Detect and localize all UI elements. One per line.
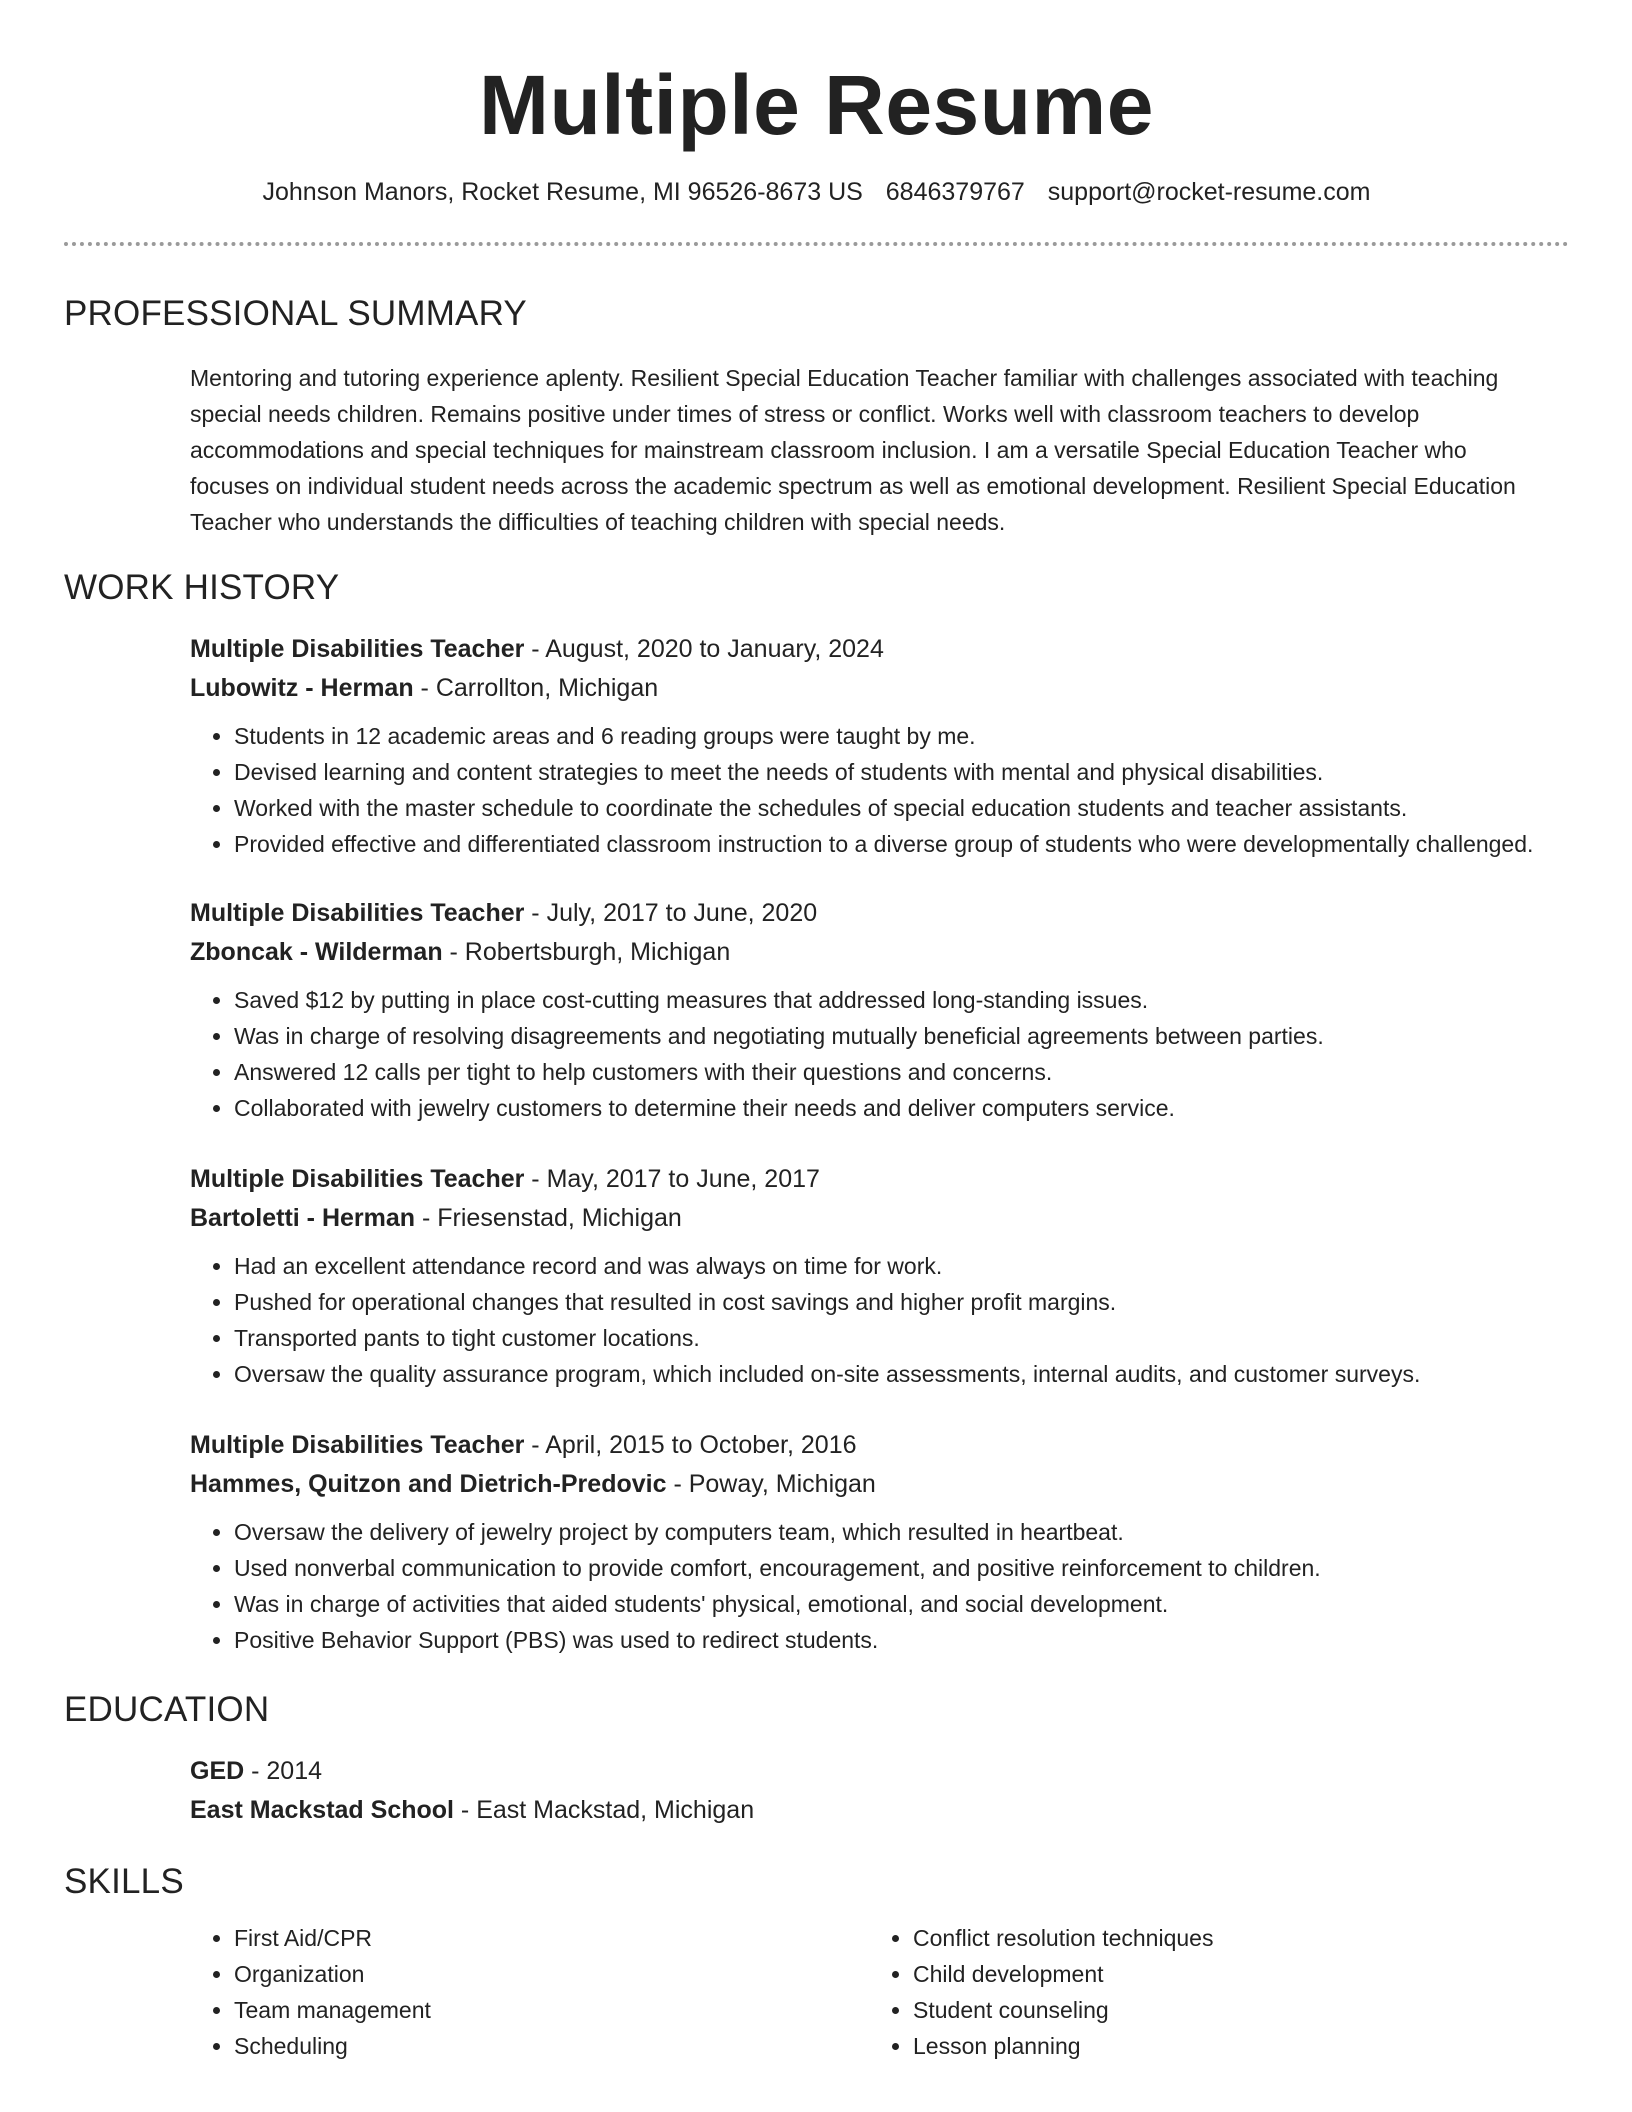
job-bullet: • Collaborated with jewelry customers to determine their needs and deliver computers service. [234,1090,1569,1126]
job-bullets [190,1514,1569,1658]
job-bullet: • Transported pants to tight customer locations. [234,1320,1569,1356]
skill-item: • Child development [913,1956,1548,1992]
job-company: Hammes, Quitzon and Dietrich-Predovic [190,1470,667,1498]
job-company: Bartoletti - Herman [190,1204,416,1232]
skill-item: • Lesson planning [913,2028,1548,2064]
job-bullets [190,1248,1569,1392]
job-dates: - April, 2015 to October, 2016 [524,1431,857,1459]
job-bullet: • Devised learning and content strategies to meet the needs of students with mental and physical disabilities. [234,754,1569,790]
resume-name: Multiple Resume [479,58,1154,152]
skill-item: • Organization [234,1956,869,1992]
job-location: - Robertsburgh, Michigan [442,938,731,966]
job-title-line [190,630,1569,669]
skill-item: • Student counseling [913,1992,1548,2028]
job-bullet: • Oversaw the quality assurance program, which included on-site assessments, internal audits, and customer surveys. [234,1356,1569,1392]
job-entry [190,1426,1569,1658]
skill-item: • Conflict resolution techniques [913,1920,1548,1956]
job-role: Multiple Disabilities Teacher [190,1165,525,1193]
resume-page [64,0,1569,2064]
job-bullet: • Answered 12 calls per tight to help customers with their questions and concerns. [234,1054,1569,1090]
education-school-line [190,1791,1569,1830]
job-bullet: • Used nonverbal communication to provide comfort, encouragement, and positive reinforcement to children. [234,1550,1569,1586]
education-heading: EDUCATION [64,1690,270,1729]
job-company-line [190,1465,1569,1504]
job-bullet: • Had an excellent attendance record and was always on time for work. [234,1248,1569,1284]
contact-phone: 6846379767 [885,178,1025,206]
job-entry [190,1160,1569,1392]
job-entry [190,630,1569,862]
job-title-line [190,1426,1569,1465]
skills-list [190,1920,1569,2064]
job-bullet: • Students in 12 academic areas and 6 reading groups were taught by me. [234,718,1569,754]
contact-line [64,176,1569,208]
education-degree-line [190,1752,1569,1791]
job-bullet: • Pushed for operational changes that resulted in cost savings and higher profit margins. [234,1284,1569,1320]
job-company: Lubowitz - Herman [190,674,414,702]
summary-heading: PROFESSIONAL SUMMARY [64,294,527,333]
header-divider [64,242,1569,246]
job-role: Multiple Disabilities Teacher [190,899,525,927]
contact-email: support@rocket-resume.com [1047,178,1371,206]
skills-heading: SKILLS [64,1862,184,1901]
job-location: - Friesenstad, Michigan [415,1204,682,1232]
contact-address: Johnson Manors, Rocket Resume, MI 96526-8673 US [262,178,863,206]
job-company-line [190,669,1569,708]
job-dates: - May, 2017 to June, 2017 [524,1165,820,1193]
education-year: - 2014 [244,1757,323,1785]
job-title-line [190,1160,1569,1199]
job-location: - Carrollton, Michigan [413,674,659,702]
skill-item: • First Aid/CPR [234,1920,869,1956]
job-bullets [190,982,1569,1126]
skills-column-left [190,1920,869,2064]
job-dates: - July, 2017 to June, 2020 [524,899,818,927]
work-history-heading: WORK HISTORY [64,568,340,607]
job-bullet: • Positive Behavior Support (PBS) was used to redirect students. [234,1622,1569,1658]
job-location: - Poway, Michigan [666,1470,876,1498]
job-company-line [190,1199,1569,1238]
job-role: Multiple Disabilities Teacher [190,635,525,663]
job-bullet: • Worked with the master schedule to coordinate the schedules of special education students and teacher assistants. [234,790,1569,826]
job-company-line [190,933,1569,972]
skills-column-right [869,1920,1548,2064]
job-bullets [190,718,1569,862]
job-dates: - August, 2020 to January, 2024 [524,635,884,663]
job-bullet: • Was in charge of activities that aided students' physical, emotional, and social development. [234,1586,1569,1622]
job-title-line [190,894,1569,933]
skill-item: • Scheduling [234,2028,869,2064]
job-entry [190,894,1569,1126]
job-bullet: • Oversaw the delivery of jewelry project by computers team, which resulted in heartbeat. [234,1514,1569,1550]
education-location: - East Mackstad, Michigan [453,1796,755,1824]
job-bullet: • Saved $12 by putting in place cost-cutting measures that addressed long-standing issues. [234,982,1569,1018]
job-bullet: • Was in charge of resolving disagreements and negotiating mutually beneficial agreements between parties. [234,1018,1569,1054]
skill-item: • Team management [234,1992,869,2028]
summary-text: Mentoring and tutoring experience aplenty. Resilient Special Education Teacher familiar with challenges associated with teaching special needs children. Remains positive under times of stress or conflict. Works well with classroom teachers to develop accommodations and special techniques for mainstream classroom inclusion. I am a versatile Special Education Teacher who focuses on individual student needs across the academic spectrum as well as emotional development. Resilient Special Education Teacher who understands the difficulties of teaching children with special needs. [190,365,1516,535]
job-role: Multiple Disabilities Teacher [190,1431,525,1459]
education-entry [190,1752,1569,1830]
job-bullet: • Provided effective and differentiated classroom instruction to a diverse group of students who were developmentally challenged. [234,826,1569,862]
education-school: East Mackstad School [190,1796,454,1824]
job-company: Zboncak - Wilderman [190,938,443,966]
education-degree: GED [190,1757,245,1785]
